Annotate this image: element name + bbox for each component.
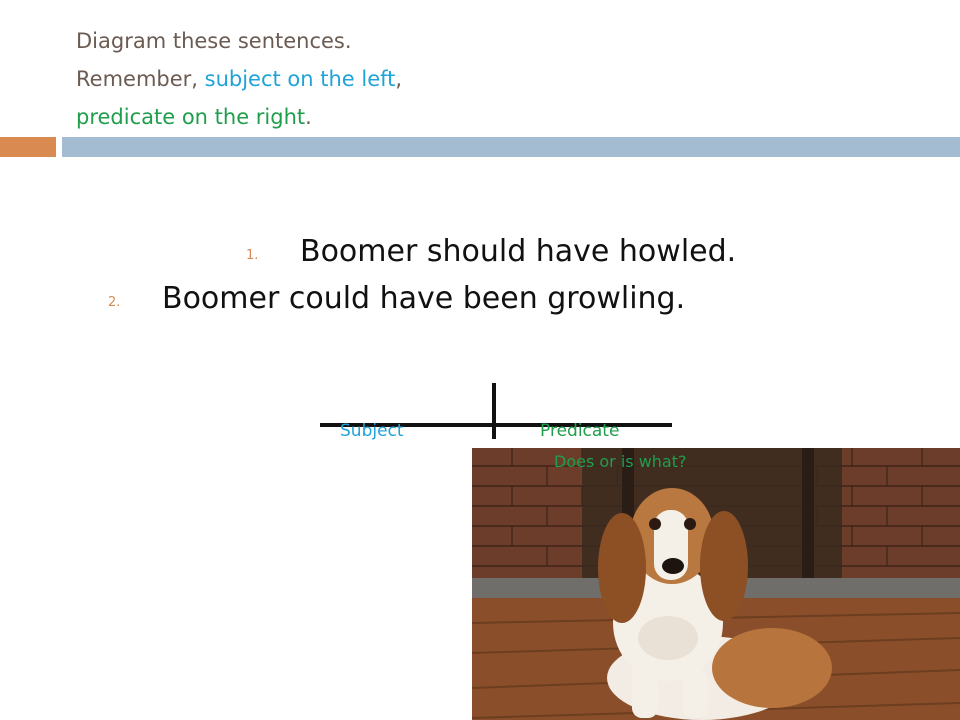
basset-hound-photo (472, 448, 960, 720)
list-item (108, 281, 686, 316)
list-item-text: Boomer should have howled. (300, 234, 737, 269)
list-item-text: Boomer could have been growling. (162, 281, 686, 316)
list-item (246, 234, 737, 269)
subject-label: Subject (340, 421, 404, 441)
accent-bar-orange (0, 137, 56, 157)
title-line-3 (76, 98, 636, 136)
slide-title (76, 22, 636, 136)
dog-photo-illustration (472, 448, 960, 720)
title-comma: , (395, 67, 403, 91)
title-line-2 (76, 60, 636, 98)
list-item-number: 1. (246, 248, 259, 263)
title-subject-hint: subject on the left (204, 67, 396, 91)
title-predicate-hint: predicate on the right (76, 105, 306, 129)
list-item-number: 2. (108, 295, 121, 310)
diagram-divider (492, 383, 496, 439)
title-period: . (305, 105, 312, 129)
predicate-label: Predicate (540, 421, 620, 441)
title-line-1: Diagram these sentences. (76, 29, 352, 53)
title-remember: Remember, (76, 67, 205, 91)
accent-bar-blue (62, 137, 960, 157)
predicate-question-label: Does or is what? (554, 452, 687, 471)
